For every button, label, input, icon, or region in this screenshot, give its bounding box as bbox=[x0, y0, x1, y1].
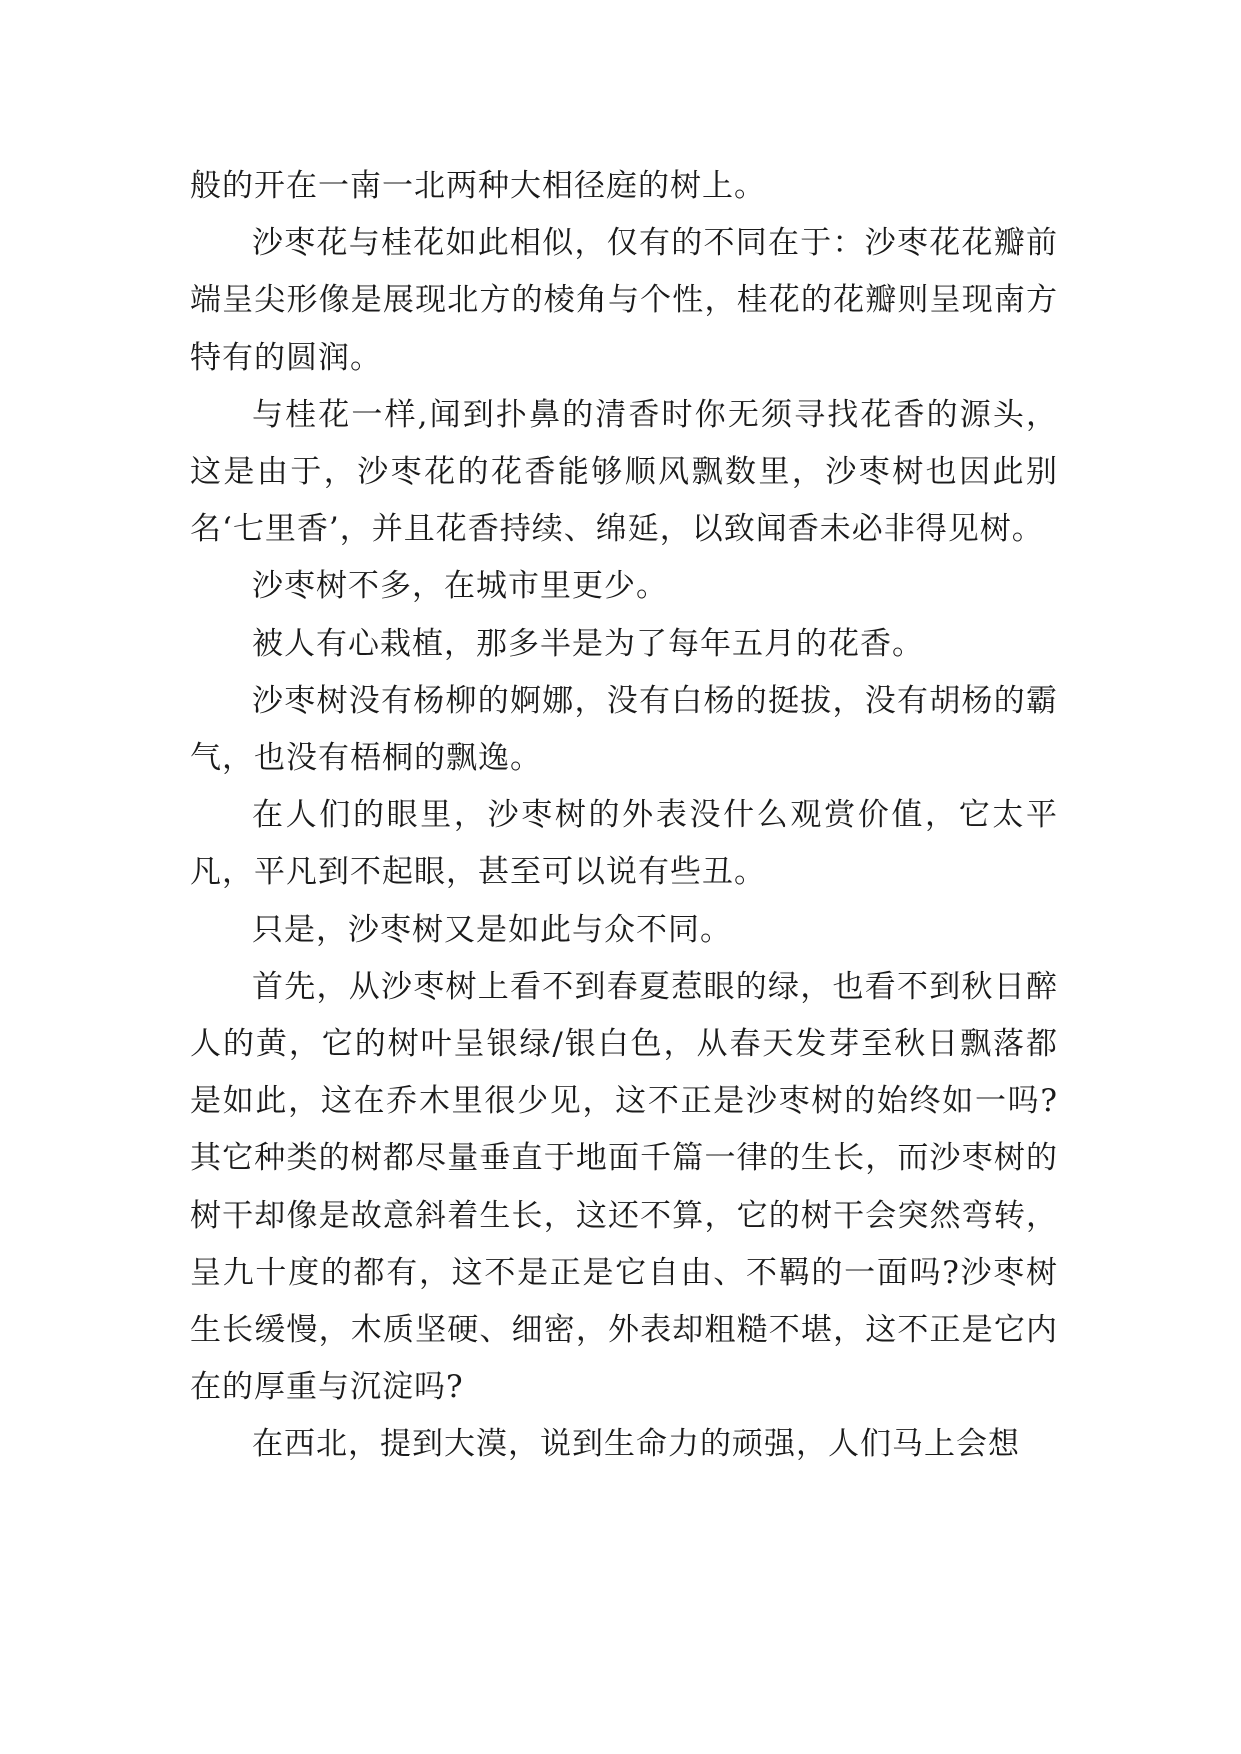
paragraph-2: 沙枣花与桂花如此相似，仅有的不同在于：沙枣花花瓣前端呈尖形像是展现北方的棱角与个性，桂花的花瓣则呈现南方特有的圆润。 bbox=[190, 225, 1058, 376]
paragraph-8: 只是，沙枣树又是如此与众不同。 bbox=[252, 911, 732, 948]
paragraph-6: 沙枣树没有杨柳的婀娜，没有白杨的挺拔，没有胡杨的霸气，也没有梧桐的飘逸。 bbox=[190, 682, 1058, 777]
body-text bbox=[190, 158, 1058, 1474]
paragraph-9: 首先，从沙枣树上看不到春夏惹眼的绿，也看不到秋日醉人的黄，它的树叶呈银绿/银白色，从春天发芽至秋日飘落都是如此，这在乔木里很少见，这不正是沙枣树的始终如一吗?其它种类的树都尽量垂直于地面千篇一律的生长，而沙枣树的树干却像是故意斜着生长，这还不算，它的树干会突然弯转，呈九十度的都有，这不是正是它自由、不羁的一面吗?沙枣树生长缓慢，木质坚硬、细密，外表却粗糙不堪，这不正是它内在的厚重与沉淀吗? bbox=[190, 968, 1058, 1406]
paragraph-5: 被人有心栽植，那多半是为了每年五月的花香。 bbox=[252, 625, 924, 662]
paragraph-3: 与桂花一样,闻到扑鼻的清香时你无须寻找花香的源头，这是由于，沙枣花的花香能够顺风飘数里，沙枣树也因此别名‘七里香’，并且花香持续、绵延，以致闻香未必非得见树。 bbox=[190, 396, 1058, 548]
paragraph-4: 沙枣树不多，在城市里更少。 bbox=[252, 568, 668, 605]
paragraph-1: 般的开在一南一北两种大相径庭的树上。 bbox=[190, 168, 766, 204]
paragraph-7: 在人们的眼里，沙枣树的外表没什么观赏价值，它太平凡，平凡到不起眼，甚至可以说有些丑。 bbox=[190, 797, 1058, 891]
paragraph-10: 在西北，提到大漠，说到生命力的顽强，人们马上会想 bbox=[252, 1426, 1020, 1463]
